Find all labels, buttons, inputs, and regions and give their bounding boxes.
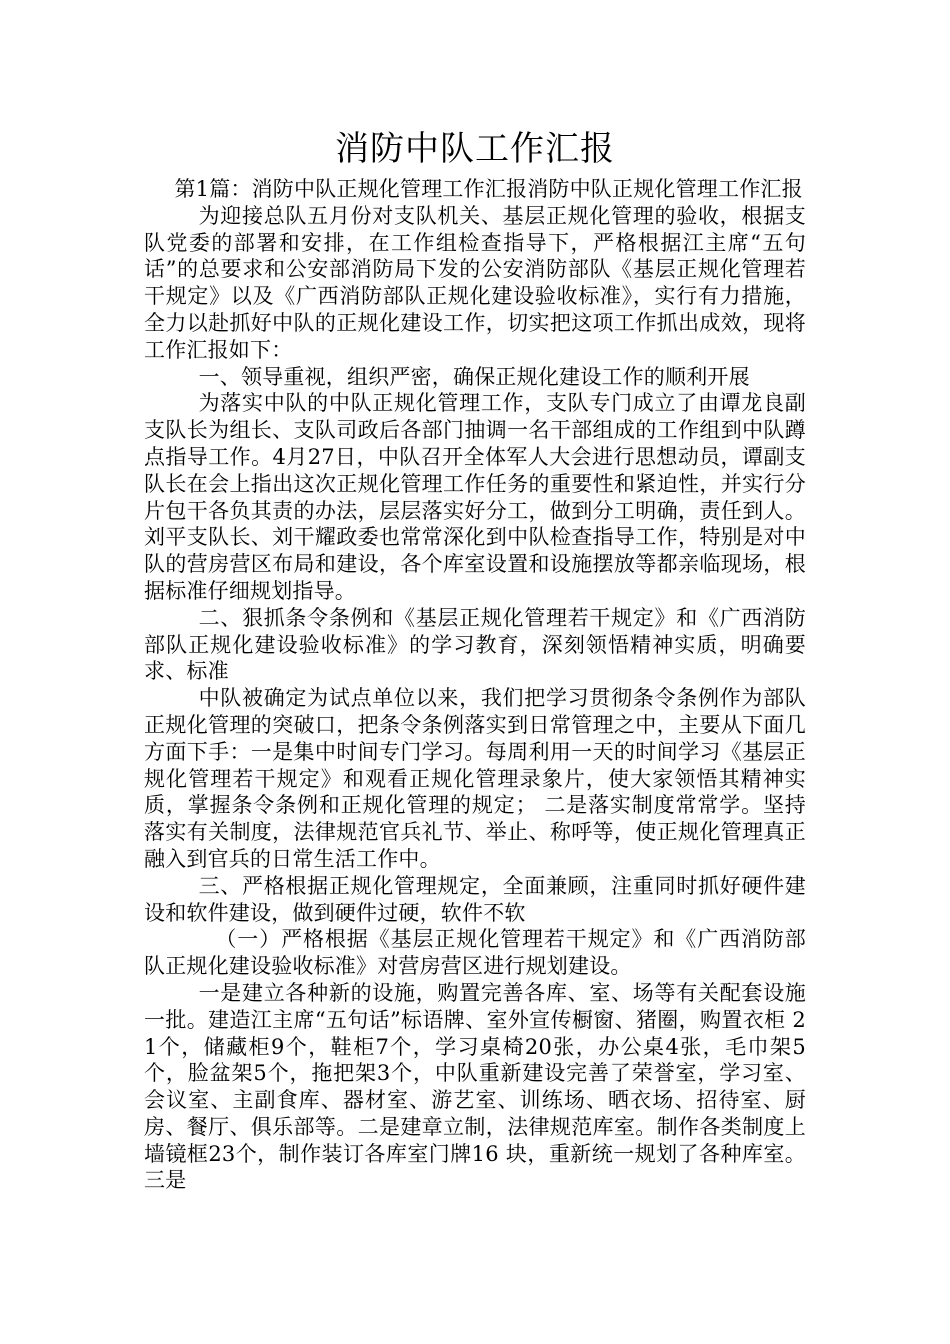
subsection-heading-1: （一）严格根据《基层正规化管理若干规定》和《广西消防部队正规化建设验收标准》对营房营区进行规划建设。	[144, 927, 806, 979]
subsection-1-paragraph: 一是建立各种新的设施，购置完善各库、室、场等有关配套设施一批。建造江主席“五句话”标语牌、室外宣传橱窗、猪圈，购置衣柜 21个，储藏柜9个，鞋柜7个，学习桌椅20张，办公桌4张，毛巾架5个，脸盆架5个，拖把架3个，中队重新建设完善了荣誉室，学习室、会议室、主副食库、器材室、游艺室、训练场、晒衣场、招待室、厨房、餐厅、俱乐部等。二是建章立制，法律规范库室。制作各类制度上墙镜框23个，制作装订各库室门牌16 块，重新统一规划了各种库室。三是	[144, 980, 806, 1193]
section-heading-1: 一、领导重视，组织严密，确保正规化建设工作的顺利开展	[198, 364, 750, 389]
section-heading-2: 二、狠抓条令条例和《基层正规化管理若干规定》和《广西消防部队正规化建设验收标准》的学习教育，深刻领悟精神实质，明确要求、标准	[144, 605, 806, 684]
section-1-paragraph: 为落实中队的中队正规化管理工作，支队专门成立了由谭龙良副支队长为组长、支队司政后各部门抽调一名干部组成的工作组到中队蹲点指导工作。4月27日，中队召开全体军人大会进行思想动员，谭副支队长在会上指出这次正规化管理工作任务的重要性和紧迫性，并实行分片包干各负其责的办法，层层落实好分工，做到分工明确，责任到人。刘平支队长、刘干耀政委也常常深化到中队检查指导工作，特别是对中队的营房营区布局和建设，各个库室设置和设施摆放等都亲临现场，根据标准仔细规划指导。	[144, 391, 806, 603]
section-2-paragraph: 中队被确定为试点单位以来，我们把学习贯彻条令条例作为部队正规化管理的突破口，把条令条例落实到日常管理之中，主要从下面几方面下手：一是集中时间专门学习。每周利用一天的时间学习《基层正规化管理若干规定》和观看正规化管理录象片，使大家领悟其精神实质，掌握条令条例和正规化管理的规定； 二是落实制度常常学。坚持落实有关制度，法律规范官兵礼节、举止、称呼等，使正规化管理真正融入到官兵的日常生活工作中。	[144, 686, 806, 871]
article-subtitle: 第1篇：消防中队正规化管理工作汇报消防中队正规化管理工作汇报	[174, 177, 803, 201]
document-title: 消防中队工作汇报	[335, 129, 615, 169]
section-heading-3: 三、严格根据正规化管理规定，全面兼顾，注重同时抓好硬件建设和软件建设，做到硬件过硬，软件不软	[144, 873, 806, 925]
intro-paragraph: 为迎接总队五月份对支队机关、基层正规化管理的验收，根据支队党委的部署和安排，在工作组检查指导下，严格根据江主席“五句话”的总要求和公安部消防局下发的公安消防部队《基层正规化管理若干规定》以及《广西消防部队正规化建设验收标准》，实行有力措施，全力以赴抓好中队的正规化建设工作，切实把这项工作抓出成效，现将工作汇报如下：	[144, 203, 806, 362]
document-body	[144, 176, 806, 1194]
